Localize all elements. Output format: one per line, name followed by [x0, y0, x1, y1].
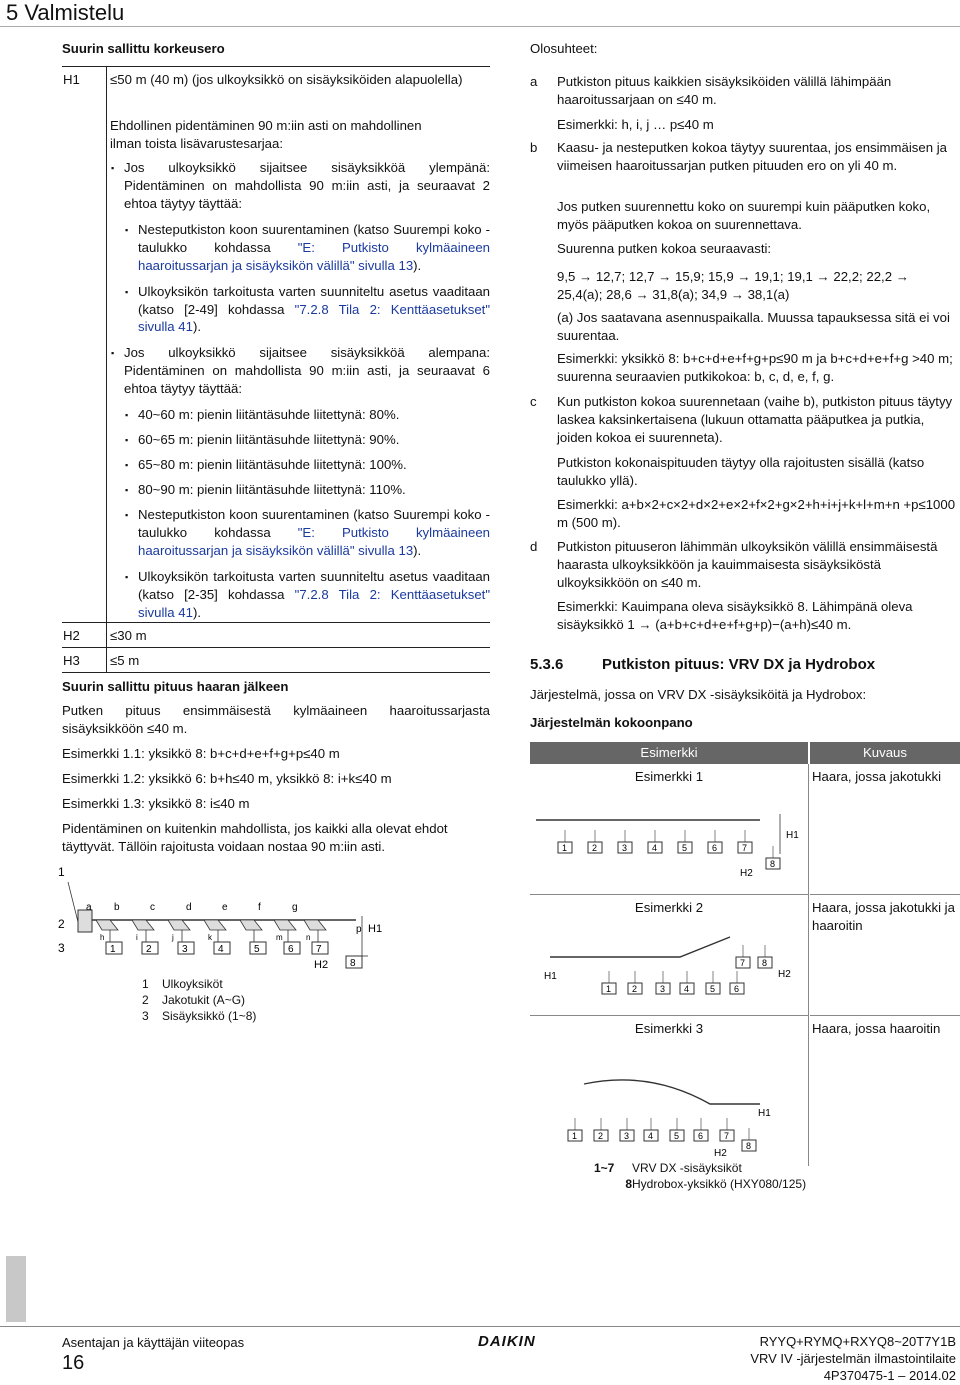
manifold — [96, 920, 118, 930]
unit-number: 5 — [682, 842, 688, 853]
unit-7: 7 — [316, 944, 322, 955]
label-h1: H1 — [544, 970, 557, 982]
h1-main: ≤50 m (40 m) (jos ulkoyksikkö on sisäyksiköiden alapuolella) — [110, 72, 463, 87]
unit-number: 8 — [770, 858, 776, 869]
table-row — [530, 764, 809, 895]
table-header-example: Esimerkki — [530, 742, 808, 764]
unit-number: 7 — [742, 842, 748, 853]
h1-bullet-2e: ▪ Nesteputkiston koon suurentaminen (katso Suurempi koko -taulukko kohdassa "E: Putkisto kylmäaineen haaroitussarjan ja sisäyksikön välillä" sivulla 13). — [124, 506, 490, 560]
letter-a: a — [86, 902, 92, 913]
table-row-h3 — [62, 648, 490, 673]
unit-number: 1 — [572, 1130, 578, 1141]
note-b-key: b — [530, 140, 538, 155]
svg-text:m: m — [276, 933, 283, 942]
h2-value: ≤30 m — [110, 628, 147, 643]
table-row-desc: Haara, jossa haaroitin — [812, 1021, 941, 1036]
subsection-intro: Järjestelmä, jossa on VRV DX -sisäyksiköitä ja Hydrobox: — [530, 687, 867, 702]
unit-number: 7 — [724, 1130, 730, 1141]
h1-bullet-1b: ▪ Ulkoyksikön tarkoitusta varten suunniteltu asetus vaaditaan (katso [2-49] kohdassa "7.2.8 Tila 2: Kenttäasetukset" sivulla 41). — [124, 283, 490, 337]
note-b-text3: Suurenna putken kokoa seuraavasti: — [557, 241, 772, 256]
letter-c: c — [150, 902, 155, 913]
diagram-example-2 — [530, 917, 808, 1011]
table-row — [530, 1016, 809, 1166]
unit-number: 5 — [674, 1130, 680, 1141]
label-h1: H1 — [786, 829, 799, 841]
label-h2: H2 — [778, 968, 791, 980]
unit-number: 6 — [712, 842, 718, 853]
diagram-example-3 — [530, 1038, 808, 1162]
config-heading: Järjestelmän kokoonpano — [530, 715, 693, 730]
footer-doc-title: Asentajan ja käyttäjän viiteopas — [62, 1335, 245, 1350]
footer-code: 4P370475-1 – 2014.02 — [823, 1367, 956, 1383]
table-legend: 1~7 VRV DX -sisäyksiköt 8Hydrobox-yksikkö (HXY080/125) — [594, 1161, 807, 1192]
subsection-title: Putkiston pituus: VRV DX ja Hydrobox — [602, 656, 876, 673]
unit-number: 2 — [598, 1130, 604, 1141]
unit-number: 5 — [710, 983, 716, 994]
footer-doc: VRV IV -järjestelmän ilmastointilaite — [750, 1350, 956, 1366]
callout-3: 3 — [58, 941, 65, 955]
label-h1: H1 — [758, 1107, 771, 1119]
subsection-number: 5.3.6 — [530, 656, 564, 673]
h2-key: H2 — [63, 628, 80, 643]
manifold — [304, 920, 326, 930]
table-header-description: Kuvaus — [810, 742, 960, 764]
config-table — [530, 742, 960, 1166]
unit-number: 4 — [648, 1130, 654, 1141]
side-tab — [6, 1256, 26, 1322]
note-c-text2: Putkiston kokonaispituuden täytyy olla rajoitusten sisällä (katso taulukko yllä). — [557, 455, 925, 488]
note-c-key: c — [530, 394, 537, 409]
link-section-e[interactable]: "E: Putkisto kylmäaineen haaroitussarjan ja sisäyksikön välillä" sivulla 13 — [138, 239, 491, 273]
example-1-2: Esimerkki 1.2: yksikkö 6: b+h≤40 m, yksikkö 8: i+k≤40 m — [62, 771, 392, 786]
manifold — [132, 920, 154, 930]
unit-number: 4 — [652, 842, 658, 853]
note-b-text: Kaasu- ja nesteputken kokoa täytyy suurentaa, jos ensimmäisen ja viimeisen haaroitussarjan putken pituuden ero on yli 40 m. — [557, 140, 947, 173]
h1-bullet-2f: ▪ Ulkoyksikön tarkoitusta varten suunniteltu asetus vaaditaan (katso [2-35] kohdassa "7.2.8 Tila 2: Kenttäasetukset" sivulla 41). — [124, 568, 490, 622]
example-1-3: Esimerkki 1.3: yksikkö 8: i≤40 m — [62, 796, 250, 811]
link-section-728[interactable]: "7.2.8 Tila 2: Kenttäasetukset" sivulla 41 — [138, 301, 491, 335]
notes-heading: Olosuhteet: — [530, 41, 598, 56]
section-header — [0, 0, 960, 27]
label-h2: H2 — [314, 959, 329, 971]
unit-number: 1 — [606, 983, 612, 994]
manifold — [168, 920, 190, 930]
h1-bullet-1a: ▪ Nesteputkiston koon suurentaminen (katso Suurempi koko -taulukko kohdassa "E: Putkisto kylmäaineen haaroitussarjan ja sisäyksikön välillä" sivulla 13). — [124, 221, 490, 275]
letter-b: b — [114, 902, 120, 913]
letter-p: p — [356, 924, 362, 935]
h3-value: ≤5 m — [110, 653, 140, 668]
unit-2: 2 — [146, 944, 152, 955]
table-row-h2 — [62, 623, 490, 648]
page-number: 16 — [62, 1352, 85, 1374]
piping-diagram-1 — [56, 858, 476, 976]
unit-number: 2 — [632, 983, 638, 994]
unit-6: 6 — [288, 944, 294, 955]
section-title: 5 Valmistelu — [6, 0, 125, 25]
note-b-example: Esimerkki: yksikkö 8: b+c+d+e+f+g+p≤90 m ja b+c+d+e+f+g >40 m; suurenna seuraavien putkikokoa: b, c, d, e, f, g. — [557, 351, 953, 384]
letter-g: g — [292, 902, 298, 913]
height-table — [62, 66, 491, 668]
letter-f: f — [258, 902, 261, 913]
extension-text: Pidentäminen on kuitenkin mahdollista, jos kaikki alla olevat ehdot täyttyvät. Tällöin rajoitusta voidaan nostaa 90 m:iin asti. — [62, 821, 448, 854]
unit-3: 3 — [182, 944, 188, 955]
diagram-legend: 1 Ulkoyksiköt 2 Jakotukit (A~G) 3 Sisäyksikkö (1~8) — [142, 977, 257, 1024]
h1-bullet-2-item: ▪ 60~65 m: pienin liitäntäsuhde liitettynä: 90%. — [124, 431, 490, 449]
example-1-1: Esimerkki 1.1: yksikkö 8: b+c+d+e+f+g+p≤40 m — [62, 746, 340, 761]
daikin-logo: DAIKIN — [478, 1333, 536, 1350]
h1-key: H1 — [63, 72, 80, 87]
branch-heading: Suurin sallittu pituus haaran jälkeen — [62, 679, 289, 694]
h1-intro: Ehdollinen pidentäminen 90 m:iin asti on mahdollinen ilman toista lisävarustesarjaa: — [110, 117, 422, 151]
footer-rule — [0, 1326, 960, 1327]
note-d-text: Putkiston pituuseron lähimmän ulkoyksikön välillä ensimmäisestä haarasta ulkoyksikköön ja kauimmaisesta sisäyksiköstä ulkoyksikköön on ≤40 m. — [557, 539, 938, 590]
footer-right — [750, 1334, 956, 1385]
note-c-example: Esimerkki: a+b×2+c×2+d×2+e×2+f×2+g×2+h+i+j+k+l+m+n +p≤1000 m (500 m). — [557, 497, 956, 530]
svg-text:k: k — [208, 933, 212, 942]
h1-bullet-1: ▪ Jos ulkoyksikkö sijaitsee sisäyksikköä ylempänä: Pidentäminen on mahdollista 90 m:iin asti, ja seuraavat 2 ehtoa täytyy täyttää: — [110, 159, 490, 213]
letter-d: d — [186, 902, 192, 913]
note-d-example: Esimerkki: Kauimpana oleva sisäyksikkö 8. Lähimpänä oleva sisäyksikkö 1 → (a+b+c+d+e+f+g+p)−(a+h)≤40 m. — [557, 599, 913, 632]
unit-number: 3 — [624, 1130, 630, 1141]
table-row-h1 — [62, 67, 490, 623]
table-row-desc: Haara, jossa jakotukki ja haaroitin — [810, 895, 960, 1016]
unit-number: 6 — [734, 983, 740, 994]
footer-model: RYYQ+RYMQ+RXYQ8~20T7Y1B — [759, 1334, 956, 1349]
unit-8: 8 — [350, 958, 356, 969]
unit-number: 7 — [740, 957, 746, 968]
h1-bullet-2-item: ▪ 65~80 m: pienin liitäntäsuhde liitettynä: 100%. — [124, 456, 490, 474]
note-a-example: Esimerkki: h, i, j … p≤40 m — [557, 117, 714, 132]
link-section-728[interactable]: "7.2.8 Tila 2: Kenttäasetukset" sivulla 41 — [138, 586, 491, 620]
unit-number: 8 — [746, 1140, 752, 1151]
table-row-desc: Haara, jossa jakotukki — [810, 764, 960, 895]
note-d-key: d — [530, 539, 538, 554]
svg-text:j: j — [172, 933, 174, 942]
branch-text: Putken pituus ensimmäisestä kylmäaineen haaroitussarjasta sisäyksikköön ≤40 m. — [62, 703, 490, 736]
branch-letters — [100, 933, 310, 942]
note-a-text: Putkiston pituus kaikkien sisäyksiköiden välillä lähimpään haaroitussarjaan on ≤40 m. — [557, 74, 892, 107]
height-heading: Suurin sallittu korkeusero — [62, 41, 225, 56]
h1-bullet-2-item: ▪ 40~60 m: pienin liitäntäsuhde liitettynä: 80%. — [124, 406, 490, 424]
unit-number: 8 — [762, 957, 768, 968]
note-b-text2: Jos putken suurennettu koko on suurempi kuin pääputken koko, myös pääputken kokoa on suurennettava. — [557, 199, 931, 232]
svg-text:i: i — [136, 933, 138, 942]
table-row — [530, 895, 809, 1016]
note-b-sizes: 9,5 → 12,7; 12,7 → 15,9; 15,9 → 19,1; 19,1 → 22,2; 22,2 → 25,4(a); 28,6 → 31,8(a); 34,9 → 38,1(a) — [557, 269, 909, 302]
unit-5: 5 — [254, 944, 260, 955]
callout-1: 1 — [58, 865, 65, 879]
example-1-label: Esimerkki 1 — [634, 769, 704, 784]
unit-number: 4 — [684, 983, 690, 994]
note-c-text: Kun putkiston kokoa suurennetaan (vaihe b), putkiston pituus täytyy laskea kaksinkertaisena (lukuun ottamatta pääputkea ja putkia, joiden kokoa ei suurenneta). — [557, 394, 953, 445]
unit-1: 1 — [110, 944, 116, 955]
label-h2: H2 — [714, 1147, 727, 1159]
link-section-e[interactable]: "E: Putkisto kylmäaineen haaroitussarjan ja sisäyksikön välillä" sivulla 13 — [138, 525, 491, 559]
example-3-label: Esimerkki 3 — [634, 1021, 704, 1036]
unit-number: 2 — [592, 842, 598, 853]
svg-text:h: h — [100, 933, 105, 942]
unit-number: 1 — [562, 842, 568, 853]
letter-e: e — [222, 902, 228, 913]
label-h2: H2 — [740, 867, 753, 879]
h1-bullet-2: ▪ Jos ulkoyksikkö sijaitsee sisäyksikköä alempana: Pidentäminen on mahdollista 90 m:iin asti, ja seuraavat 6 ehtoa täytyy täyttää: — [110, 344, 490, 398]
unit-number: 3 — [622, 842, 628, 853]
manifold — [240, 920, 262, 930]
unit-number: 6 — [698, 1130, 704, 1141]
label-h1: H1 — [368, 923, 383, 935]
manifold — [274, 920, 296, 930]
h1-bullet-2-item: ▪ 80~90 m: pienin liitäntäsuhde liitettynä: 110%. — [124, 481, 490, 499]
example-2-label: Esimerkki 2 — [634, 900, 704, 915]
h3-key: H3 — [63, 653, 80, 668]
manifold — [204, 920, 226, 930]
note-b-footnote: (a) Jos saatavana asennuspaikalla. Muussa tapauksessa sitä ei voi suurentaa. — [557, 310, 950, 343]
unit-4: 4 — [218, 944, 224, 955]
svg-text:n: n — [306, 933, 311, 942]
note-a-key: a — [530, 74, 538, 89]
diagram-example-1 — [530, 786, 808, 886]
unit-number: 3 — [660, 983, 666, 994]
callout-2: 2 — [58, 917, 65, 931]
